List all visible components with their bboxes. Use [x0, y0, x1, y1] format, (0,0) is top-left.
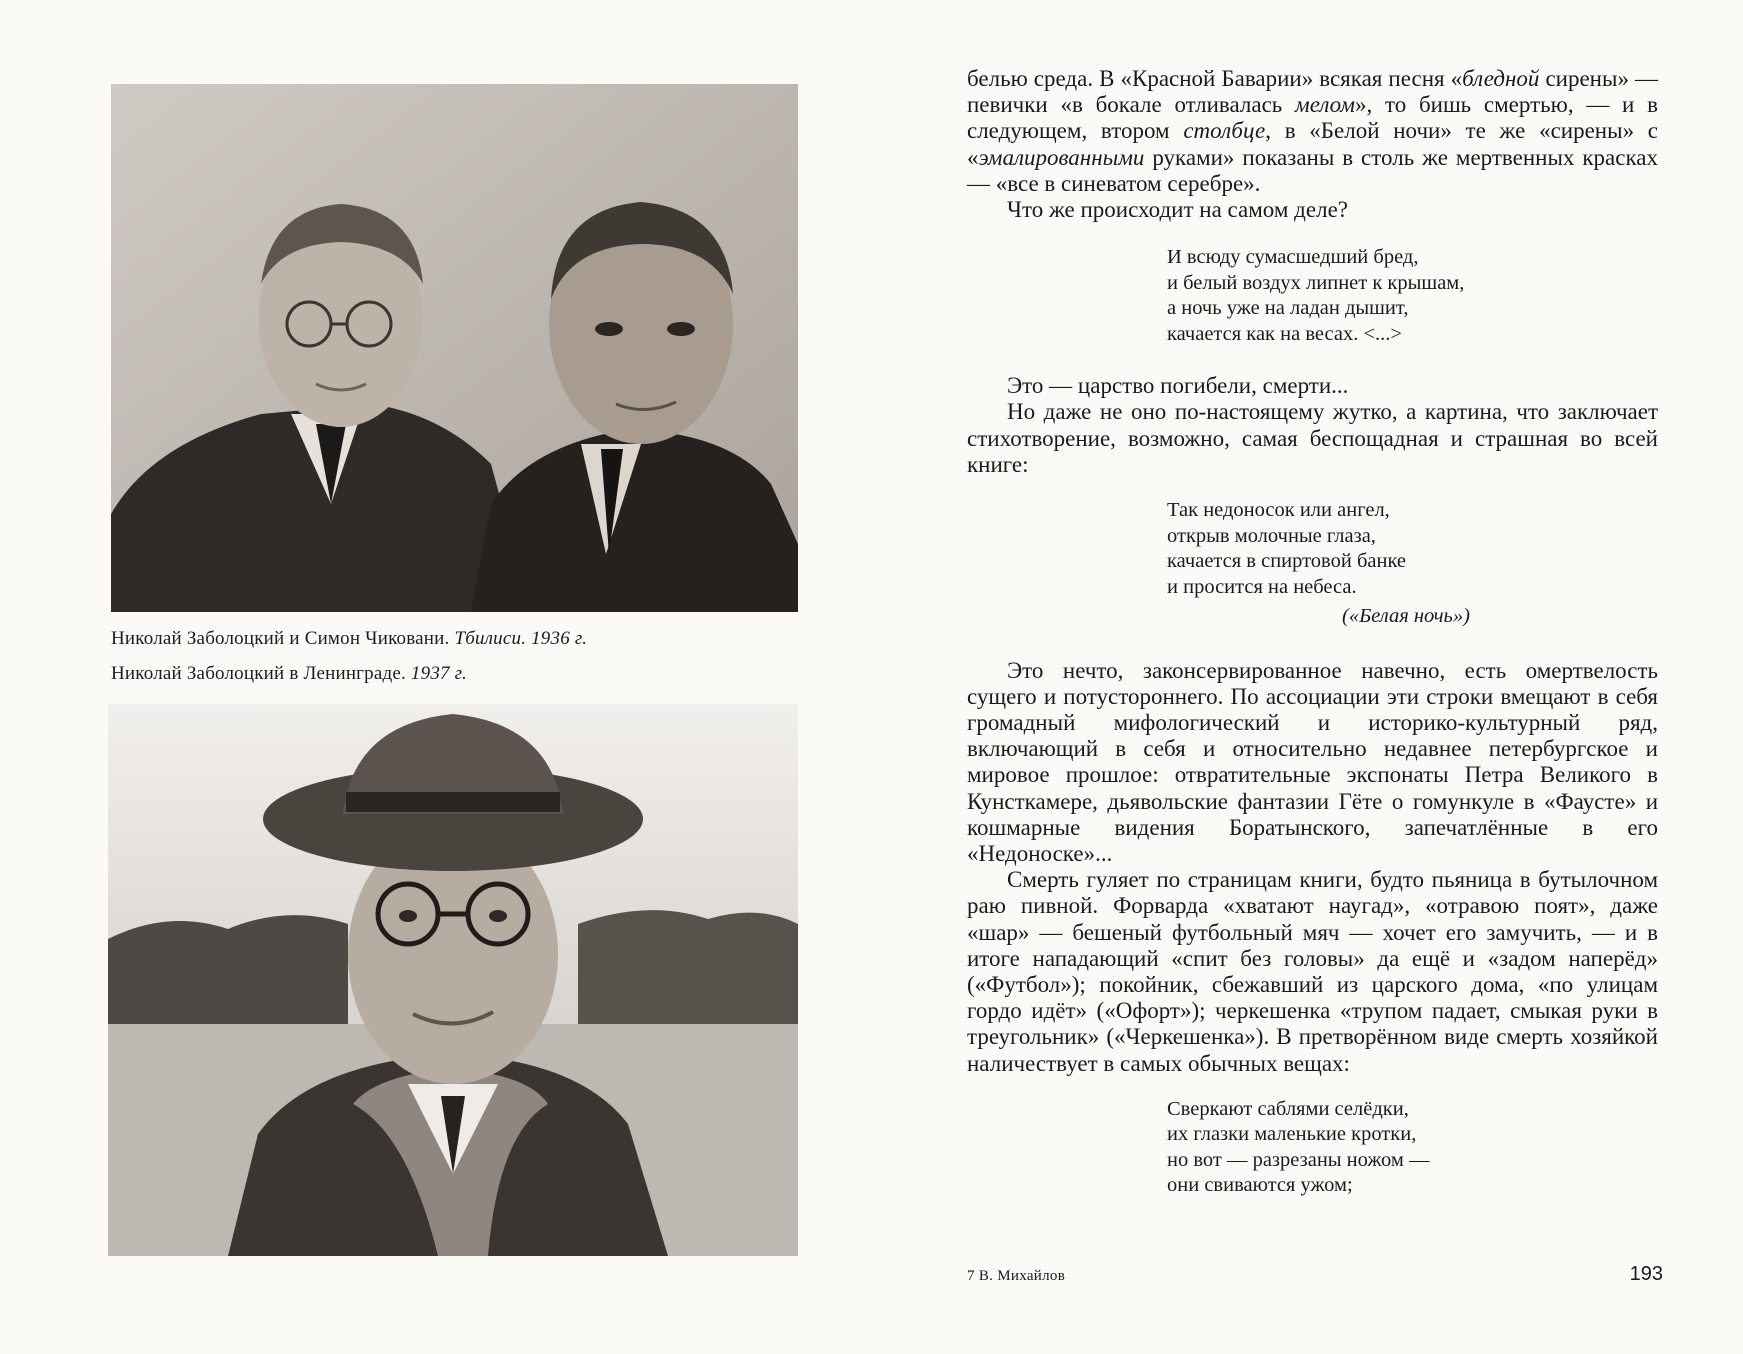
right-page	[871, 0, 1743, 1354]
verse-2-line: качается в спиртовой банке	[1167, 550, 1406, 573]
verse-1-line: а ночь уже на ладан дышит,	[1167, 297, 1409, 320]
left-page	[0, 0, 871, 1354]
paragraph-1-part-5: руками» показаны в столь же мертвенных красках — «все в синеватом серебре».	[967, 144, 1658, 196]
portrait-man-in-hat-icon	[108, 704, 798, 1256]
verse-3-line: но вот — разрезаны ножом —	[1167, 1148, 1430, 1171]
photo-zabolotsky-leningrad	[108, 704, 798, 1256]
paragraph-1-part-3: », то бишь смертью, — и в следующем, втором	[967, 92, 1658, 144]
footer-signature: 7 В. Михайлов	[967, 1268, 1066, 1284]
caption-bottom-text: Николай Заболоцкий в Ленинграде.	[111, 663, 411, 684]
paragraph-2: Что же происходит на самом деле?	[1007, 197, 1348, 223]
paragraph-1-emphasis-3: столбце	[1183, 118, 1266, 144]
verse-1-line: И всюду сумасшедший бред,	[1167, 246, 1419, 269]
caption-top-text: Николай Заболоцкий и Симон Чиковани.	[111, 628, 455, 649]
verse-3-line: их глазки маленькие кротки,	[1167, 1123, 1417, 1146]
paragraph-1	[967, 66, 1658, 197]
caption-top	[111, 628, 587, 650]
paragraph-3: Это — царство погибели, смерти...	[1007, 373, 1349, 399]
paragraph-1-part-2: сирены» — певички «в бокале отливалась	[967, 66, 1658, 118]
paragraph-6: Смерть гуляет по страницам книги, будто пьяница в бутылочном раю пивной. Форварда «хватают наугад», «отравою поят», даже «шар» — бешеный футбольный мяч — хочет его замучить, — и в итоге нападающий «спит без головы» да ещё и «задом наперёд» («Футбол»); покойник, сбежавший из царского дома, «по улицам гордо идёт» («Офорт»); черкешенка «трупом падает, смыкая руки в треугольник» («Черкешенка»). В претворённом виде смерть хозяйкой наличествует в самых обычных вещах:	[967, 867, 1658, 1076]
verse-2-source: («Белая ночь»)	[1342, 605, 1470, 628]
caption-bottom-place-date: 1937 г.	[410, 663, 467, 684]
photo-zabolotsky-chikovani	[111, 84, 798, 612]
verse-2-line: Так недоносок или ангел,	[1167, 499, 1390, 522]
verse-3-line: они свиваются ужом;	[1167, 1174, 1353, 1197]
verse-2-line: и просится на небеса.	[1167, 575, 1357, 598]
verse-1-line: и белый воздух липнет к крышам,	[1167, 271, 1465, 294]
page-number: 193	[1629, 1263, 1663, 1285]
verse-2	[967, 498, 1658, 630]
paragraph-4: Но даже не оно по-настоящему жутко, а картина, что заключает стихотворение, возможно, самая беспощадная и страшная во всей книге:	[967, 399, 1658, 477]
paragraph-1-emphasis-4: эмалированными	[978, 144, 1145, 170]
caption-top-place-date: Тбилиси. 1936 г.	[454, 628, 588, 649]
portrait-two-men-icon	[111, 84, 798, 612]
verse-3	[967, 1097, 1658, 1199]
paragraph-5: Это нечто, законсервированное навечно, есть омертвелость сущего и потустороннего. По ассоциации эти строки вмещают в себя громадный мифологический и историко-культурный ряд, включающий в себя и относительно недавнее петербургское и мировое прошлое: отвратительные экспонаты Петра Великого в Кунсткамере, дьявольские фантазии Гёте о гомункуле в «Фаусте» и кошмарные видения Боратынского, запечатлённые в его «Недоноске»...	[967, 657, 1658, 866]
paragraph-1-emphasis-2: мелом	[1295, 92, 1355, 118]
verse-2-line: открыв молочные глаза,	[1167, 524, 1376, 547]
verse-1-line: качается как на весах. <...>	[1167, 322, 1402, 345]
paragraph-1-part-4: , в «Белой ночи» те же «сирены» с «	[967, 118, 1659, 170]
paragraph-1-part-1: белью среда. В «Красной Баварии» всякая песня «	[967, 66, 1463, 91]
caption-bottom	[111, 663, 467, 685]
verse-3-line: Сверкают саблями селёдки,	[1167, 1097, 1409, 1120]
text-column	[967, 66, 1658, 1199]
paragraph-1-emphasis-1: бледной	[1462, 66, 1540, 91]
verse-1	[967, 245, 1658, 347]
